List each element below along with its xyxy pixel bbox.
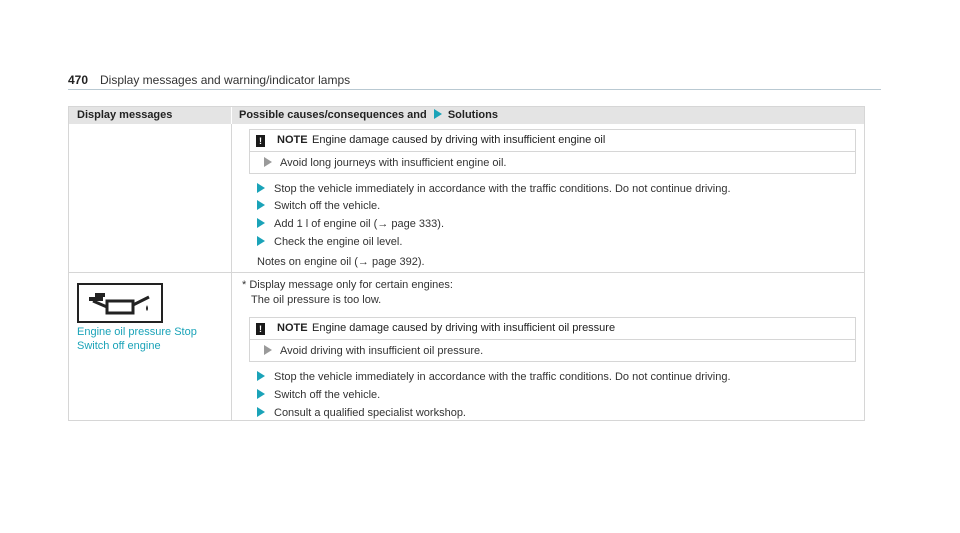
note-action-text: Avoid driving with insufficient oil pressure. [280, 345, 484, 357]
step-item [257, 183, 731, 195]
step-item [257, 371, 731, 383]
step-text: Check the engine oil level. [274, 236, 403, 248]
note-box [249, 129, 856, 174]
note-label: NOTE [277, 322, 308, 334]
arrow-icon [257, 407, 265, 417]
oil-can-drawing [89, 291, 153, 317]
step-text: Switch off the vehicle. [274, 200, 381, 212]
step-item [257, 218, 444, 230]
display-messages-table [68, 106, 865, 421]
note-action [264, 345, 483, 357]
step-item [257, 236, 402, 248]
arrow-icon [434, 109, 442, 119]
step-text: Stop the vehicle immediately in accordance with the traffic conditions. Do not continue driving. [274, 371, 731, 383]
warning-icon: ! [256, 135, 265, 147]
step-text: Consult a qualified specialist workshop. [274, 407, 466, 419]
step-item [257, 389, 380, 401]
table-header [69, 107, 864, 124]
note-action [264, 157, 506, 169]
arrow-icon [264, 345, 272, 355]
display-message-line1: Engine oil pressure Stop [77, 326, 197, 338]
column-header-display-messages: Display messages [77, 109, 173, 121]
arrow-icon [257, 236, 265, 246]
arrow-icon [257, 218, 265, 228]
engine-oil-notes-reference: Notes on engine oil (→ page 392). [257, 256, 425, 268]
arrow-icon [257, 200, 265, 210]
arrow-icon [257, 371, 265, 381]
column-header-causes [239, 109, 498, 121]
step-item [257, 200, 380, 212]
arrow-icon [257, 389, 265, 399]
note-title-bar [250, 130, 855, 152]
row-divider [69, 272, 864, 273]
display-message-line2: Switch off engine [77, 340, 161, 352]
cause-text: The oil pressure is too low. [251, 294, 382, 306]
step-text: Stop the vehicle immediately in accordance with the traffic conditions. Do not continue driving. [274, 183, 731, 195]
page-title: Display messages and warning/indicator lamps [100, 73, 351, 87]
step-item [257, 407, 466, 419]
arrow-icon [257, 183, 265, 193]
warning-icon: ! [256, 323, 265, 335]
page-header [68, 72, 881, 90]
note-action-text: Avoid long journeys with insufficient engine oil. [280, 157, 507, 169]
note-title-bar [250, 318, 855, 340]
asterisk-note: * Display message only for certain engines: [242, 279, 453, 291]
solutions-header-label: Solutions [447, 109, 498, 121]
header-divider [231, 107, 232, 124]
note-box [249, 317, 856, 362]
engine-oil-can-icon [77, 283, 163, 323]
step-text: Add 1 l of engine oil (→ page 333). [274, 218, 445, 230]
arrow-icon [264, 157, 272, 167]
page-number: 470 [68, 73, 89, 87]
note-text: Engine damage caused by driving with insufficient oil pressure [312, 322, 616, 334]
note-label: NOTE [277, 134, 308, 146]
note-text: Engine damage caused by driving with insufficient engine oil [312, 134, 606, 146]
step-text: Switch off the vehicle. [274, 389, 381, 401]
causes-header-label: Possible causes/consequences and [239, 109, 427, 121]
